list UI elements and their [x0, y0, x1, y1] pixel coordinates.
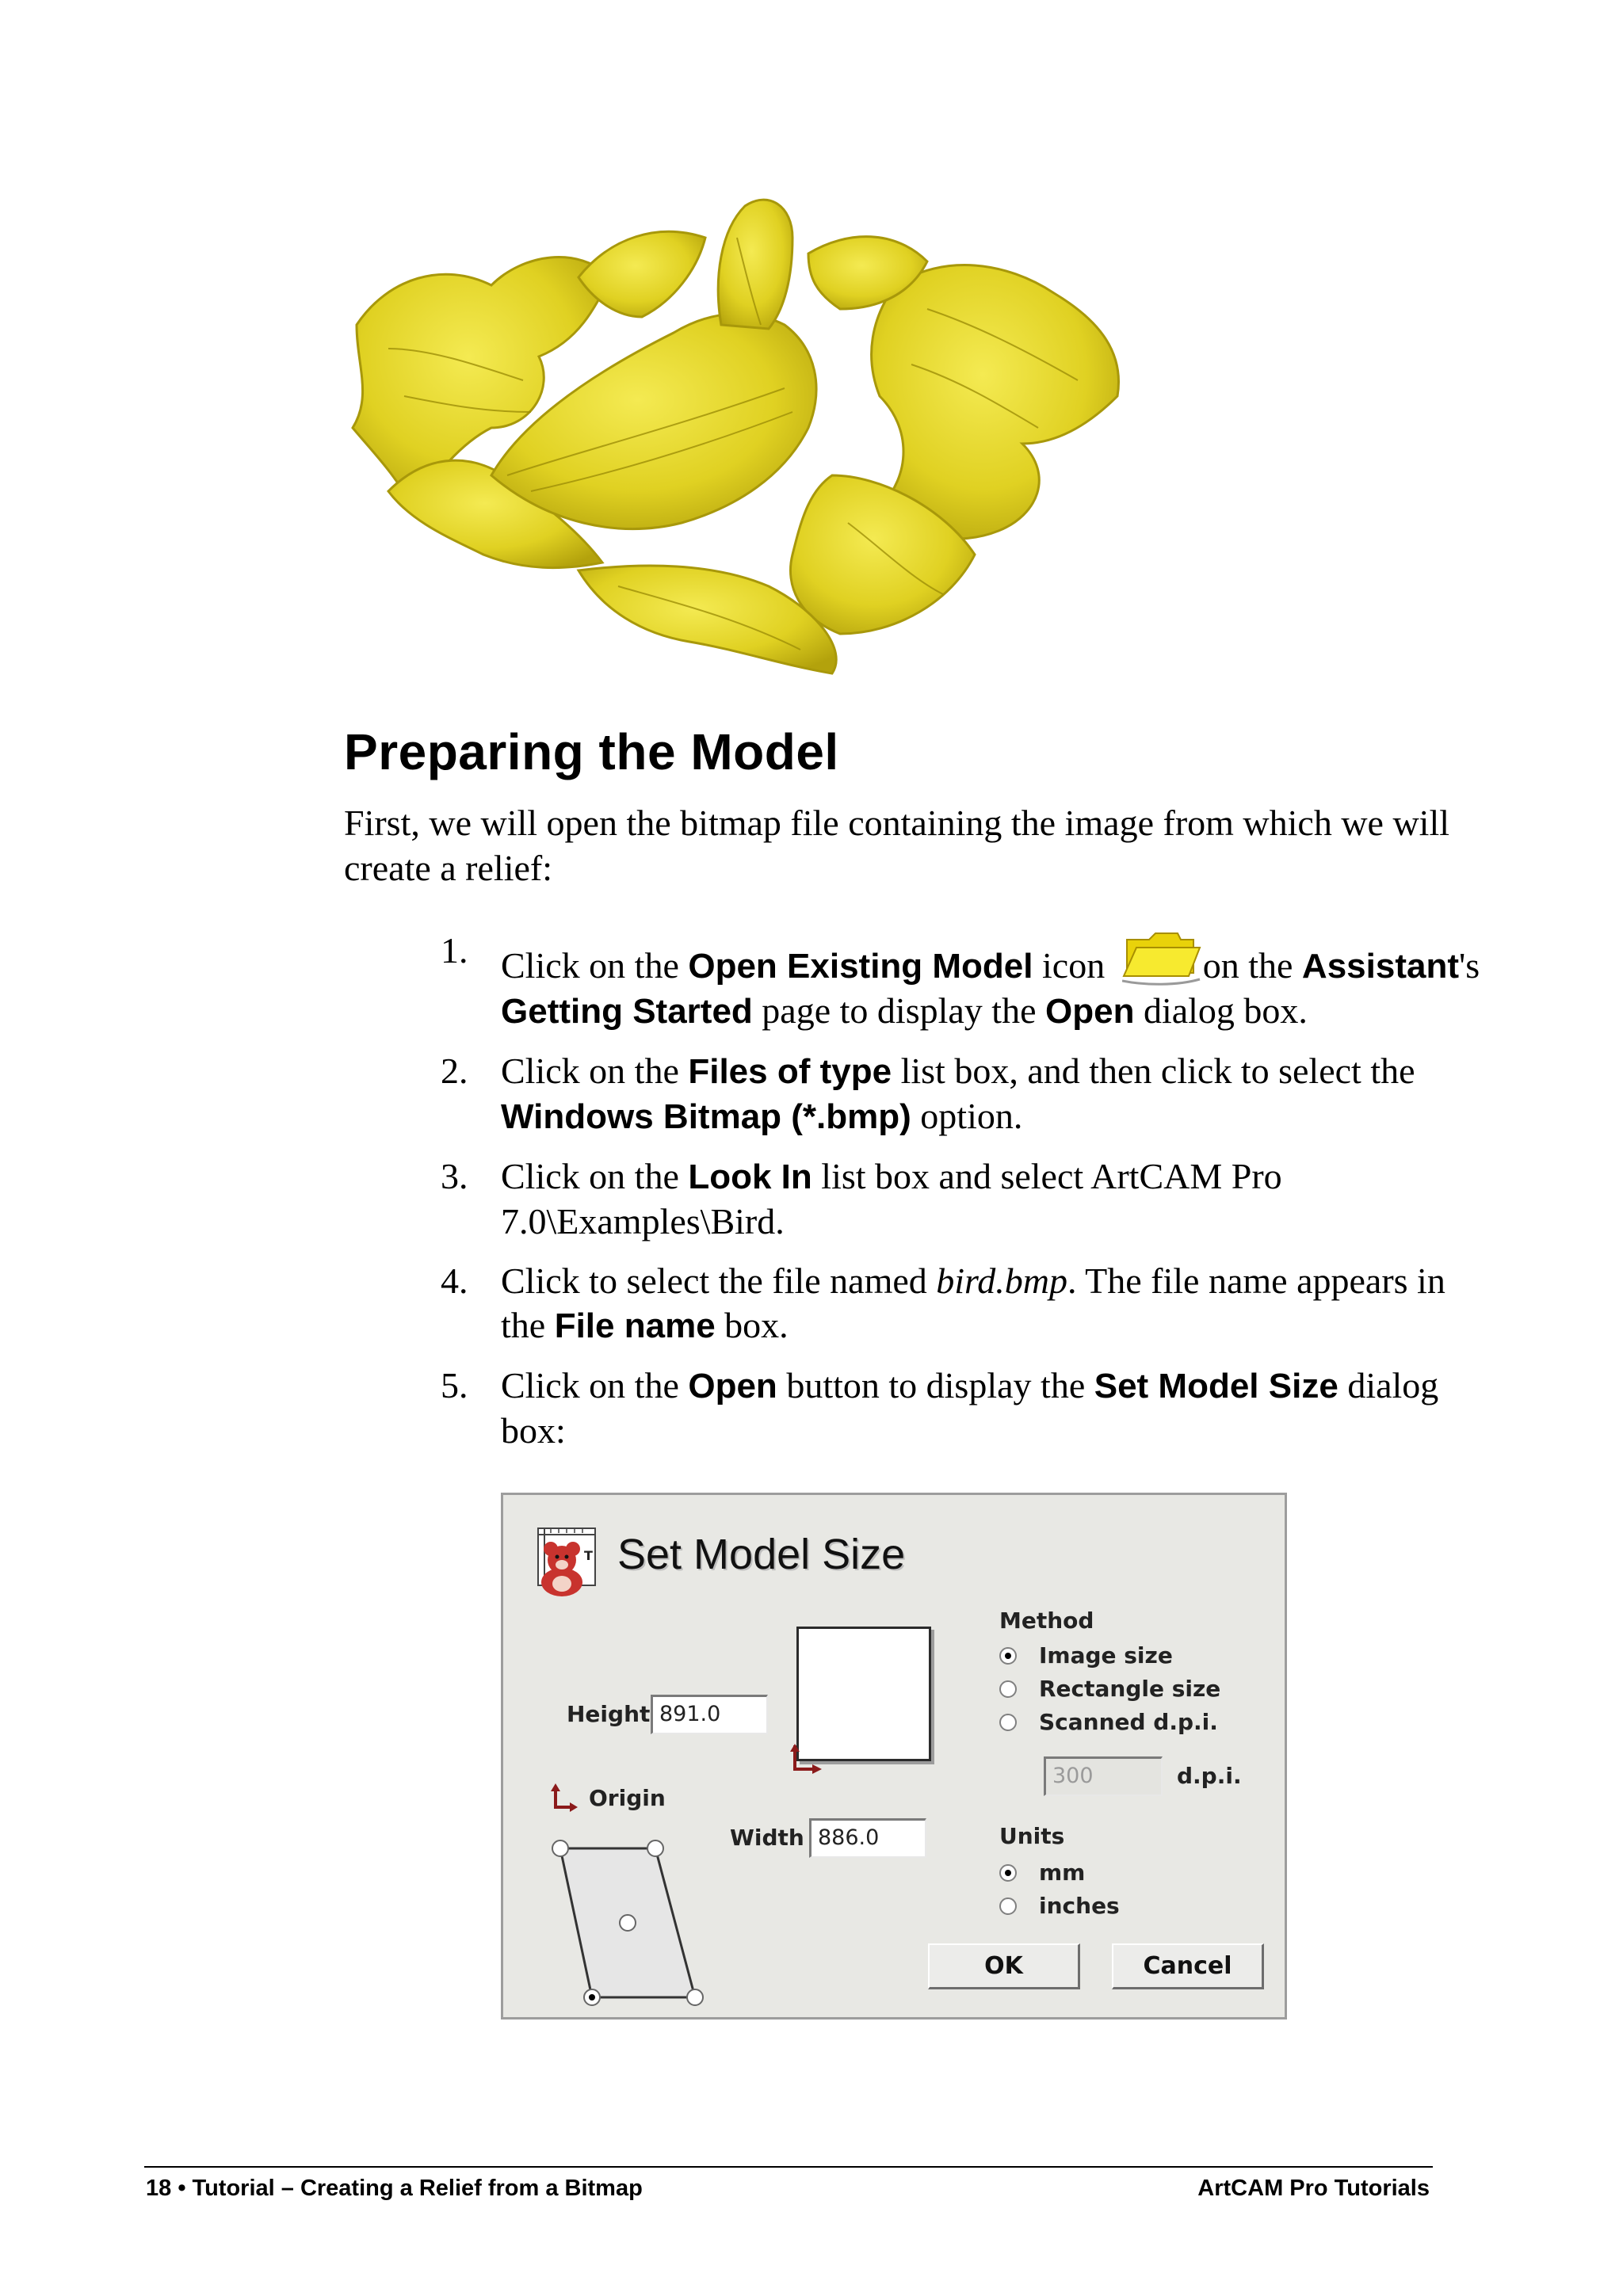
- origin-axis-icon: [549, 1782, 579, 1814]
- step-text: Click on the: [501, 945, 689, 986]
- radio-label: mm: [1039, 1859, 1086, 1886]
- ui-term: Open: [688, 1367, 777, 1405]
- method-label: Method: [999, 1608, 1094, 1634]
- step-text: button to display the: [777, 1365, 1094, 1405]
- ui-term: Windows Bitmap (*.bmp): [501, 1097, 911, 1136]
- units-mm-option[interactable]: [999, 1859, 1085, 1886]
- set-model-size-dialog: [501, 1493, 1287, 2019]
- step-number: 5.: [441, 1365, 468, 1405]
- ui-term: Open: [1045, 992, 1135, 1031]
- step-text: Click on the: [501, 1156, 689, 1196]
- step-text: box.: [715, 1305, 789, 1345]
- step-number: 3.: [441, 1156, 468, 1196]
- step-item: [420, 1363, 1482, 1453]
- instruction-steps: [420, 929, 1482, 1468]
- step-text: dialog box.: [1134, 990, 1308, 1031]
- height-field[interactable]: 891.0: [651, 1695, 768, 1734]
- svg-text:T: T: [584, 1548, 593, 1563]
- ui-term: Getting Started: [501, 992, 753, 1031]
- step-text: list box and select ArtCAM Pro 7.0\Examples\Bird.: [501, 1156, 1282, 1241]
- method-rectangle-size-option[interactable]: [999, 1676, 1220, 1702]
- footer-page-info: 18 • Tutorial – Creating a Relief from a Bitmap: [146, 2176, 643, 2201]
- ui-term: Set Model Size: [1094, 1367, 1338, 1405]
- step-item: [420, 1259, 1482, 1348]
- radio-button[interactable]: [999, 1680, 1017, 1698]
- method-scanned-dpi-option[interactable]: [999, 1709, 1218, 1735]
- radio-label: Rectangle size: [1039, 1676, 1221, 1702]
- radio-button[interactable]: [999, 1647, 1017, 1665]
- section-heading: Preparing the Model: [344, 723, 839, 780]
- radio-button[interactable]: [999, 1714, 1017, 1731]
- width-label: Width: [730, 1825, 804, 1851]
- step-text: option.: [911, 1096, 1023, 1136]
- dialog-title: Set Model Size: [617, 1531, 906, 1578]
- cancel-button[interactable]: Cancel: [1112, 1943, 1264, 1989]
- origin-position-diagram[interactable]: [544, 1834, 735, 2016]
- radio-label: Image size: [1039, 1642, 1173, 1669]
- radio-button[interactable]: [999, 1864, 1017, 1882]
- dpi-label: d.p.i.: [1177, 1763, 1242, 1789]
- ok-button[interactable]: OK: [928, 1943, 1080, 1989]
- dpi-field: 300: [1044, 1756, 1163, 1796]
- ui-term: Files of type: [688, 1052, 892, 1091]
- height-label: Height: [567, 1701, 651, 1727]
- step-text: list box, and then click to select the: [892, 1051, 1415, 1091]
- teddy-bear-logo-icon: [527, 1525, 600, 1598]
- step-text: icon: [1033, 945, 1114, 986]
- units-label: Units: [999, 1823, 1065, 1849]
- ui-term: File name: [554, 1306, 716, 1345]
- footer-divider: [144, 2166, 1433, 2168]
- step-number: 2.: [441, 1051, 468, 1091]
- step-text: Click on the: [501, 1365, 689, 1405]
- origin-marker-icon: [789, 1742, 823, 1777]
- step-item: [420, 929, 1482, 1034]
- step-number: 1.: [441, 930, 468, 971]
- step-text: page to display the: [752, 990, 1045, 1031]
- method-image-size-option[interactable]: [999, 1642, 1173, 1669]
- step-number: 4.: [441, 1261, 468, 1301]
- width-field[interactable]: 886.0: [809, 1818, 926, 1858]
- model-preview-box: [796, 1627, 931, 1761]
- radio-label: inches: [1039, 1893, 1120, 1919]
- step-item: [420, 1154, 1482, 1244]
- ui-term: Assistant: [1301, 947, 1459, 986]
- radio-button[interactable]: [999, 1897, 1017, 1915]
- origin-label: Origin: [589, 1785, 666, 1811]
- step-text: on the: [1202, 945, 1302, 986]
- intro-paragraph: First, we will open the bitmap file containing the image from which we will create a relief:: [344, 803, 1450, 888]
- radio-label: Scanned d.p.i.: [1039, 1709, 1218, 1735]
- step-text: Click on the: [501, 1051, 689, 1091]
- units-inches-option[interactable]: [999, 1893, 1120, 1919]
- step-text: 's: [1459, 945, 1480, 986]
- ui-term: Open Existing Model: [688, 947, 1033, 986]
- step-item: [420, 1049, 1482, 1139]
- bird-relief-illustration: [341, 190, 1133, 681]
- open-folder-icon: [1122, 929, 1201, 986]
- footer-book-title: ArtCAM Pro Tutorials: [1197, 2176, 1430, 2201]
- ui-term: Look In: [688, 1158, 812, 1196]
- file-name-text: bird.bmp: [936, 1261, 1067, 1301]
- step-text: dialog box:: [501, 1365, 1439, 1451]
- step-text: Click to select the file named: [501, 1261, 937, 1301]
- step-text: . The file name appears in the: [501, 1261, 1445, 1345]
